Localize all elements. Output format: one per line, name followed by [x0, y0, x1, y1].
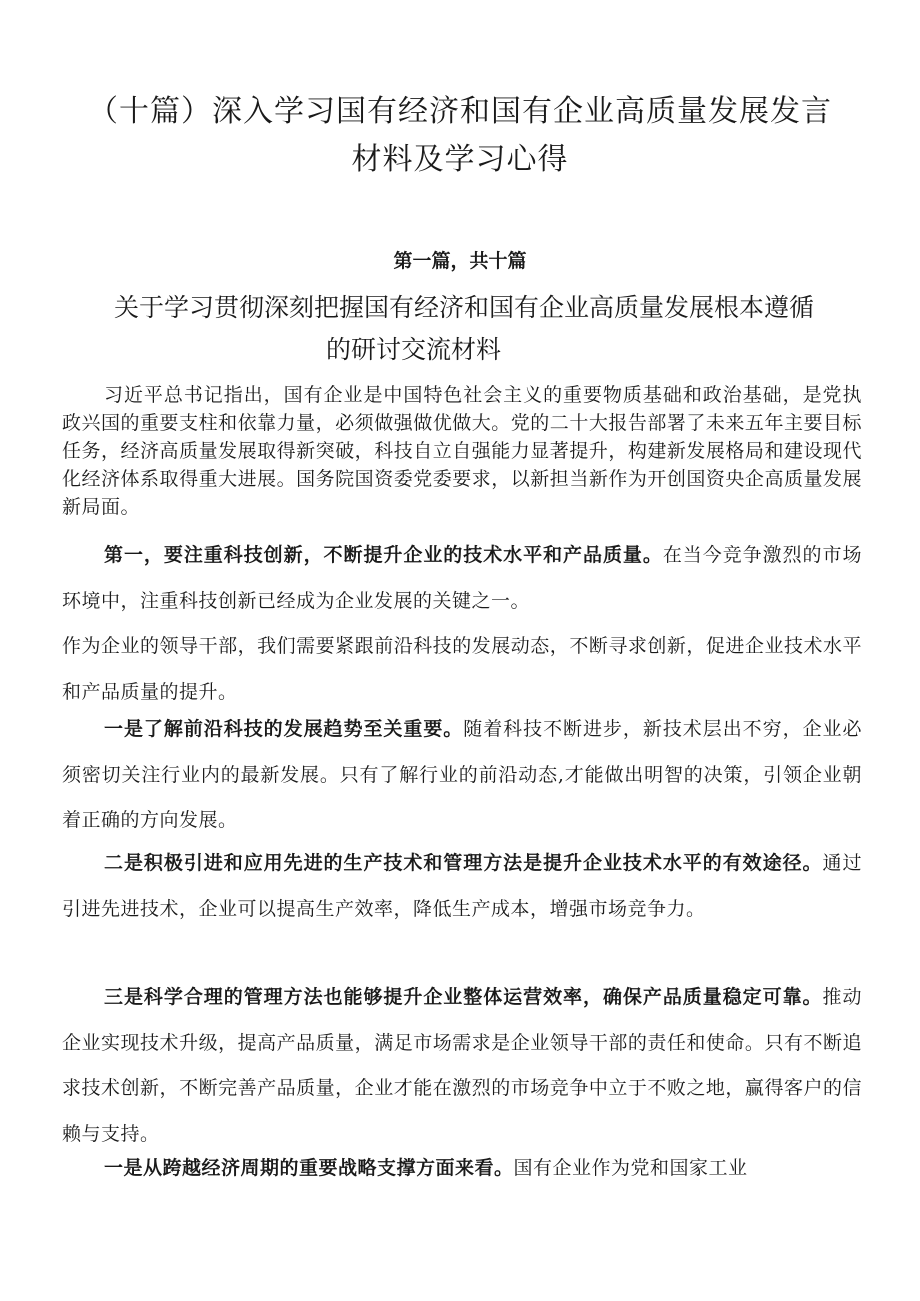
section-title-line-2: 的研讨交流材料: [326, 335, 502, 364]
paragraph-6: [62, 1146, 862, 1192]
paragraph-6-text: 国有企业作为党和国家工业: [513, 1157, 748, 1179]
paragraph-4-lead: 二是积极引进和应用先进的生产技术和管理方法是提升企业技术水平的有效途径。: [104, 852, 823, 874]
paragraph-5-lead: 三是科学合理的管理方法也能够提升企业整体运营效率，确保产品质量稳定可靠。: [104, 986, 823, 1008]
paragraph-1-lead: 第一，要注重科技创新，不断提升企业的技术水平和产品质量。: [104, 544, 663, 566]
paragraph-5: [62, 975, 862, 1157]
paragraph-2: [62, 624, 862, 715]
paragraph-4: [62, 841, 862, 932]
paragraph-4-text: 通过引进先进技术，企业可以提高生产效率，降低生产成本，增强市场竞争力。: [62, 852, 862, 920]
paragraph-6-lead: 一是从跨越经济周期的重要战略支撑方面来看。: [104, 1157, 514, 1179]
paragraph-3: [62, 707, 862, 844]
intro-paragraph: 习近平总书记指出，国有企业是中国特色社会主义的重要物质基础和政治基础，是党执政兴国的重要支柱和依靠力量，必须做强做优做大。党的二十大报告部署了未来五年主要目标任务，经济高质量发展取得新突破，科技自立自强能力显著提升，构建新发展格局和建设现代化经济体系取得重大进展。国务院国资委党委要求，以新担当新作为开创国资央企高质量发展新局面。: [62, 384, 862, 518]
part-label: 第一篇，共十篇: [393, 250, 527, 272]
document-title: [60, 88, 860, 184]
paragraph-3-text: 随着科技不断进步，新技术层出不穷，企业必须密切关注行业内的最新发展。只有了解行业的前沿动态,才能做出明智的决策，引领企业朝着正确的方向发展。: [62, 718, 862, 831]
paragraph-5-text: 推动企业实现技术升级，提高产品质量，满足市场需求是企业领导干部的责任和使命。只有不断追求技术创新，不断完善产品质量，企业才能在激烈的市场竞争中立于不败之地，赢得客户的信赖与支持。: [62, 986, 862, 1145]
paragraph-3-lead: 一是了解前沿科技的发展趋势至关重要。: [104, 718, 464, 740]
paragraph-1: [62, 533, 862, 624]
paragraph-1-text: 在当今竞争激烈的市场环境中，注重科技创新已经成为企业发展的关键之一。: [62, 544, 862, 612]
title-line-2: 材料及学习心得: [351, 142, 569, 177]
section-title-line-1: 关于学习贯彻深刻把握国有经济和国有企业高质量发展根本遵循: [114, 293, 815, 322]
section-title: [100, 287, 880, 371]
title-line-1: （十篇）深入学习国有经济和国有企业高质量发展发言: [88, 94, 832, 129]
paragraph-2-text: 作为企业的领导干部，我们需要紧跟前沿科技的发展动态，不断寻求创新，促进企业技术水平和产品质量的提升。: [62, 635, 862, 703]
